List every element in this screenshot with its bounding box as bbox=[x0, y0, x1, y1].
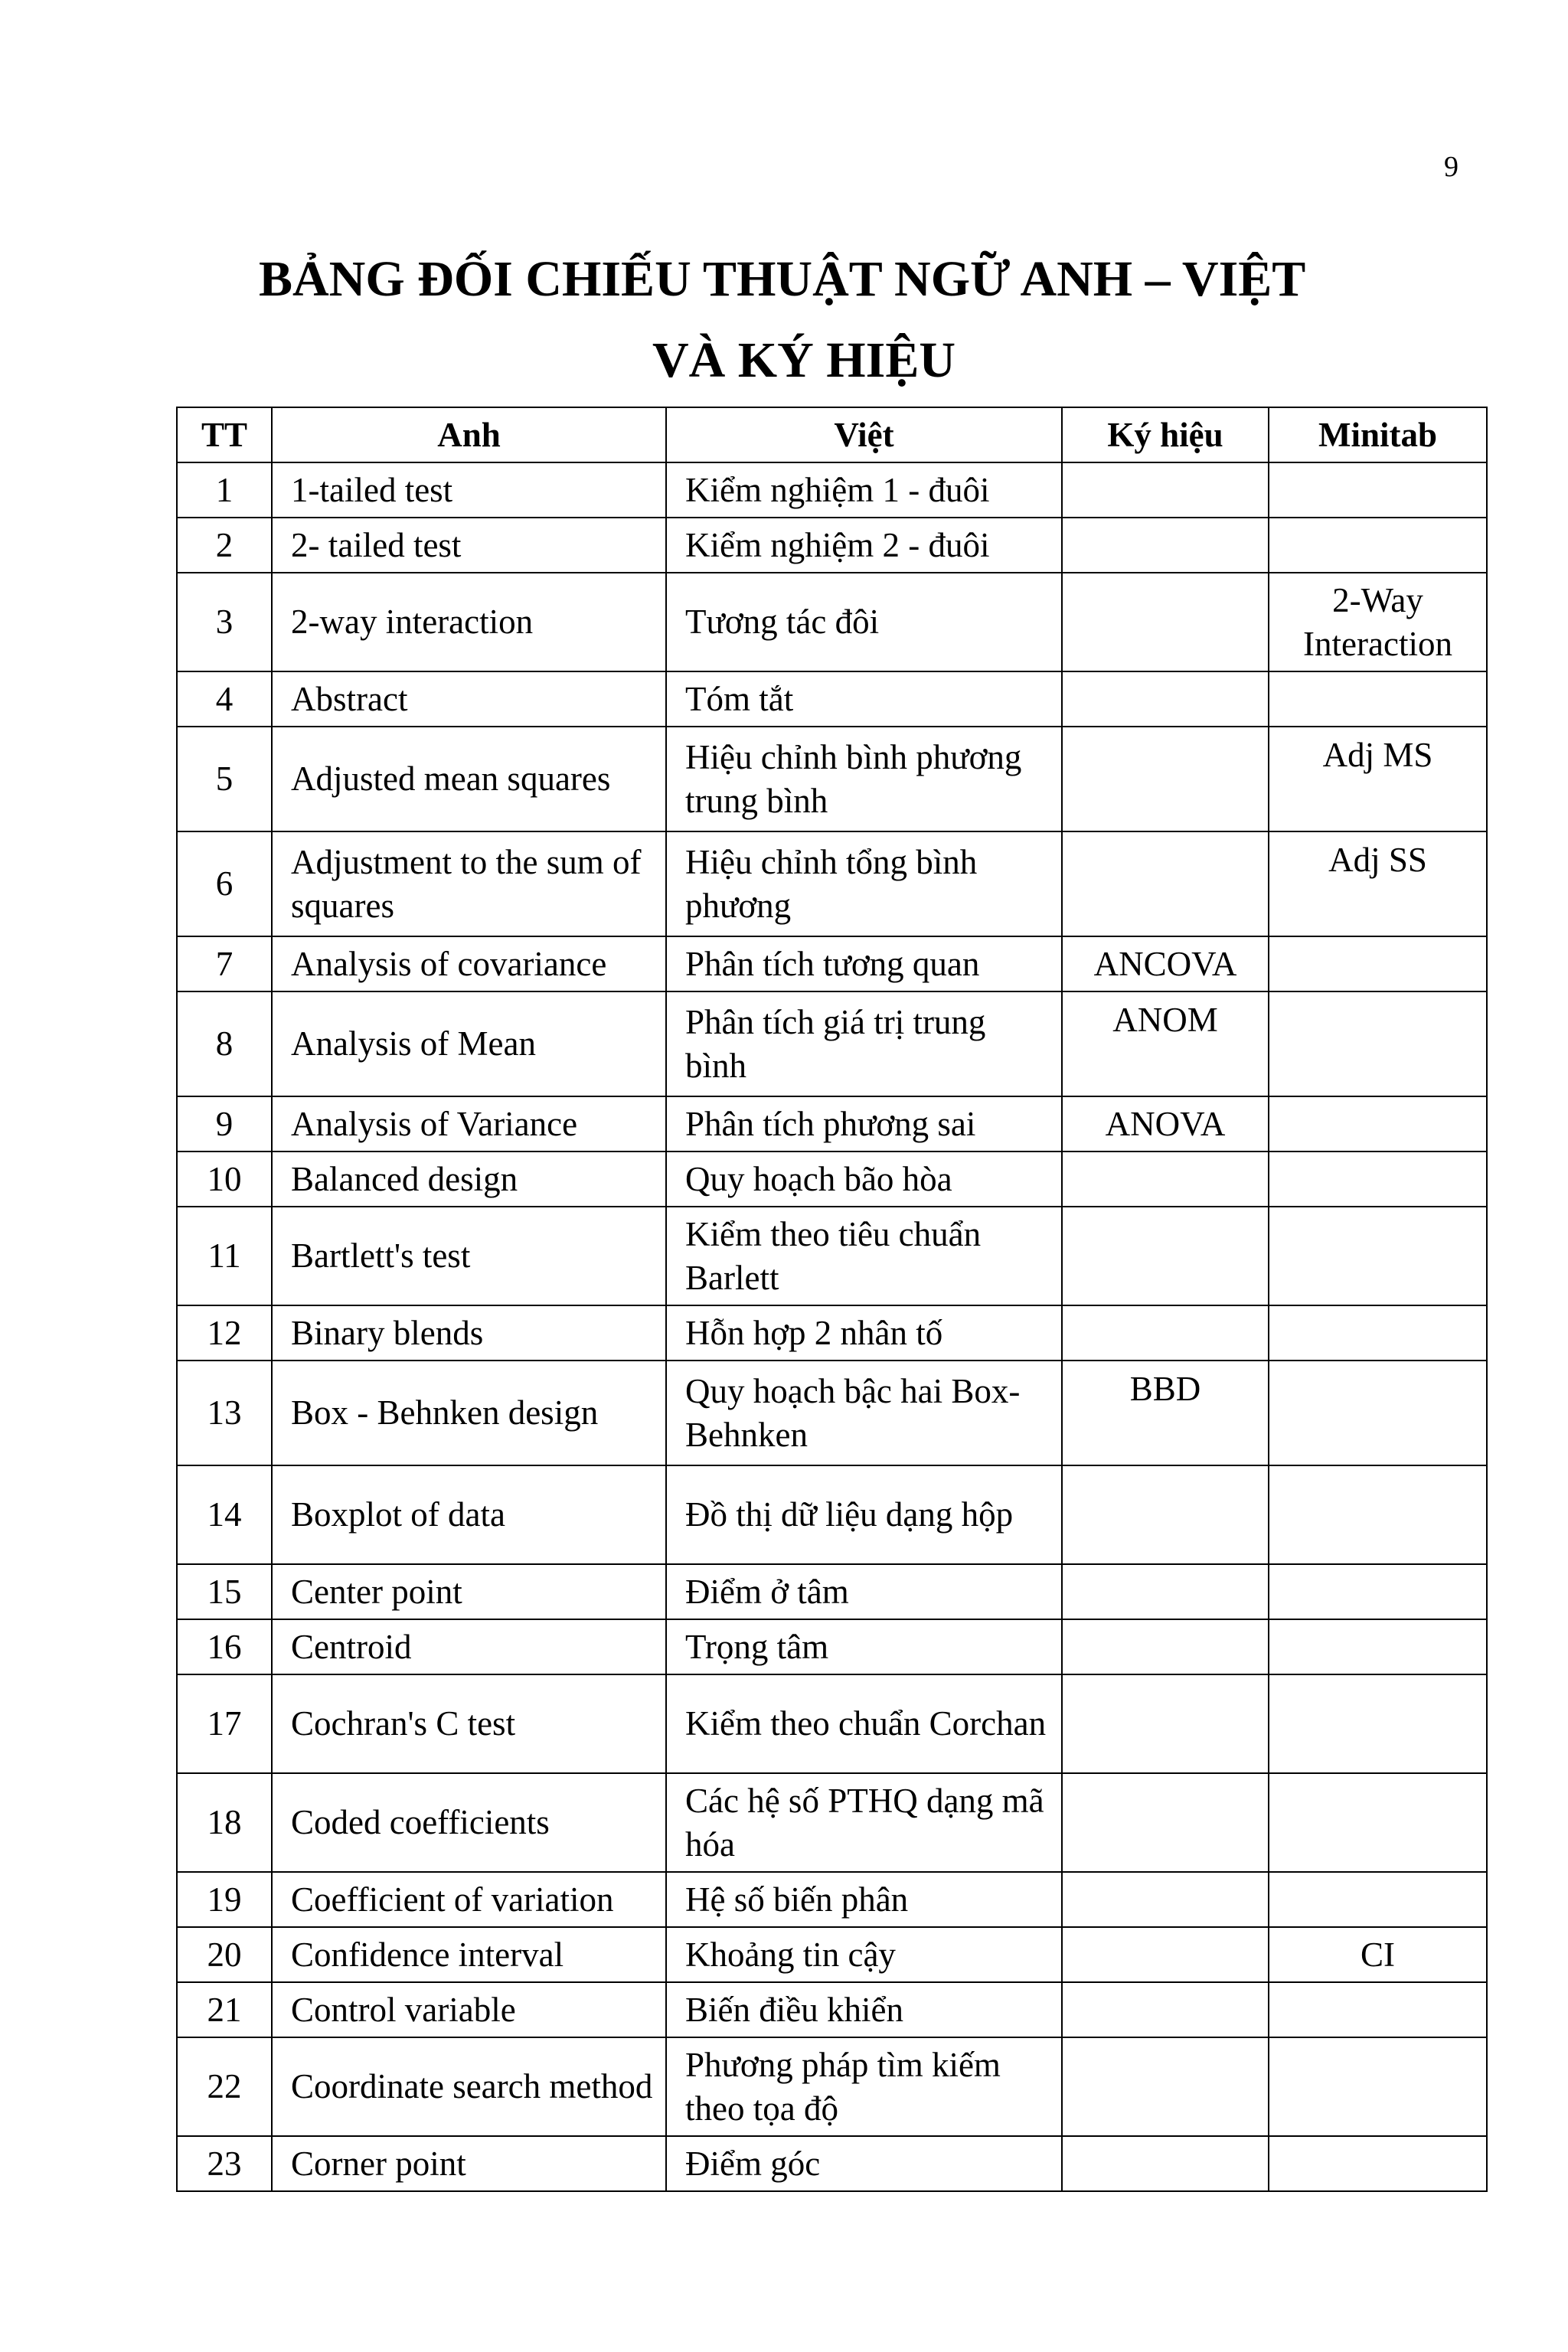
cell-symbol bbox=[1062, 1305, 1269, 1361]
cell-tt: 21 bbox=[177, 1982, 272, 2037]
cell-tt: 19 bbox=[177, 1872, 272, 1927]
cell-vietnamese: Hiệu chỉnh bình phương trung bình bbox=[666, 727, 1062, 831]
cell-tt: 2 bbox=[177, 518, 272, 573]
table-row bbox=[177, 1619, 1487, 1674]
cell-vietnamese: Hỗn hợp 2 nhân tố bbox=[666, 1305, 1062, 1361]
cell-minitab: CI bbox=[1269, 1927, 1487, 1982]
cell-minitab bbox=[1269, 936, 1487, 991]
cell-vietnamese: Khoảng tin cậy bbox=[666, 1927, 1062, 1982]
cell-minitab bbox=[1269, 1674, 1487, 1773]
cell-tt: 8 bbox=[177, 991, 272, 1096]
cell-vietnamese: Trọng tâm bbox=[666, 1619, 1062, 1674]
cell-minitab bbox=[1269, 1152, 1487, 1207]
table-row bbox=[177, 1927, 1487, 1982]
cell-vietnamese: Quy hoạch bão hòa bbox=[666, 1152, 1062, 1207]
cell-vietnamese: Các hệ số PTHQ dạng mã hóa bbox=[666, 1773, 1062, 1872]
cell-minitab bbox=[1269, 1982, 1487, 2037]
cell-minitab: Adj MS bbox=[1269, 727, 1487, 831]
cell-english: Balanced design bbox=[272, 1152, 666, 1207]
table-row bbox=[177, 462, 1487, 518]
cell-symbol bbox=[1062, 831, 1269, 936]
cell-english: Box - Behnken design bbox=[272, 1361, 666, 1465]
cell-symbol bbox=[1062, 1152, 1269, 1207]
cell-english: Confidence interval bbox=[272, 1927, 666, 1982]
cell-vietnamese: Điểm góc bbox=[666, 2136, 1062, 2191]
cell-english: Bartlett's test bbox=[272, 1207, 666, 1305]
table-row bbox=[177, 1152, 1487, 1207]
cell-symbol: ANCOVA bbox=[1062, 936, 1269, 991]
table-row bbox=[177, 1361, 1487, 1465]
cell-vietnamese: Kiểm theo tiêu chuẩn Barlett bbox=[666, 1207, 1062, 1305]
cell-minitab bbox=[1269, 2136, 1487, 2191]
cell-vietnamese: Biến điều khiển bbox=[666, 1982, 1062, 2037]
cell-symbol bbox=[1062, 2037, 1269, 2136]
cell-minitab: 2-Way Interaction bbox=[1269, 573, 1487, 671]
table-row bbox=[177, 2037, 1487, 2136]
cell-vietnamese: Quy hoạch bậc hai Box-Behnken bbox=[666, 1361, 1062, 1465]
cell-english: 2- tailed test bbox=[272, 518, 666, 573]
cell-english: Abstract bbox=[272, 671, 666, 727]
cell-english: Cochran's C test bbox=[272, 1674, 666, 1773]
cell-tt: 1 bbox=[177, 462, 272, 518]
header-english: Anh bbox=[272, 407, 666, 462]
header-vietnamese: Việt bbox=[666, 407, 1062, 462]
cell-symbol bbox=[1062, 518, 1269, 573]
cell-vietnamese: Tương tác đôi bbox=[666, 573, 1062, 671]
cell-english: Centroid bbox=[272, 1619, 666, 1674]
cell-english: Binary blends bbox=[272, 1305, 666, 1361]
table-row bbox=[177, 1773, 1487, 1872]
cell-minitab bbox=[1269, 1872, 1487, 1927]
cell-english: Center point bbox=[272, 1564, 666, 1619]
cell-english: Coded coefficients bbox=[272, 1773, 666, 1872]
cell-symbol bbox=[1062, 573, 1269, 671]
cell-symbol bbox=[1062, 462, 1269, 518]
cell-symbol bbox=[1062, 1674, 1269, 1773]
cell-minitab bbox=[1269, 1465, 1487, 1564]
cell-symbol bbox=[1062, 1982, 1269, 2037]
header-tt: TT bbox=[177, 407, 272, 462]
table-row bbox=[177, 518, 1487, 573]
cell-minitab bbox=[1269, 671, 1487, 727]
cell-english: Boxplot of data bbox=[272, 1465, 666, 1564]
table-row bbox=[177, 936, 1487, 991]
table-row bbox=[177, 1465, 1487, 1564]
cell-tt: 5 bbox=[177, 727, 272, 831]
cell-tt: 17 bbox=[177, 1674, 272, 1773]
cell-vietnamese: Tóm tắt bbox=[666, 671, 1062, 727]
cell-symbol bbox=[1062, 727, 1269, 831]
cell-english: Corner point bbox=[272, 2136, 666, 2191]
table-row bbox=[177, 1096, 1487, 1152]
cell-symbol: ANOM bbox=[1062, 991, 1269, 1096]
cell-vietnamese: Hệ số biến phân bbox=[666, 1872, 1062, 1927]
table-row bbox=[177, 1982, 1487, 2037]
cell-minitab bbox=[1269, 1619, 1487, 1674]
cell-tt: 23 bbox=[177, 2136, 272, 2191]
cell-vietnamese: Phân tích giá trị trung bình bbox=[666, 991, 1062, 1096]
cell-tt: 22 bbox=[177, 2037, 272, 2136]
cell-english: 2-way interaction bbox=[272, 573, 666, 671]
table-row bbox=[177, 671, 1487, 727]
cell-tt: 20 bbox=[177, 1927, 272, 1982]
table-row bbox=[177, 831, 1487, 936]
cell-vietnamese: Điểm ở tâm bbox=[666, 1564, 1062, 1619]
cell-tt: 10 bbox=[177, 1152, 272, 1207]
table-row bbox=[177, 727, 1487, 831]
cell-tt: 9 bbox=[177, 1096, 272, 1152]
cell-symbol bbox=[1062, 1465, 1269, 1564]
cell-vietnamese: Kiểm nghiệm 1 - đuôi bbox=[666, 462, 1062, 518]
cell-tt: 7 bbox=[177, 936, 272, 991]
cell-english: Control variable bbox=[272, 1982, 666, 2037]
cell-tt: 11 bbox=[177, 1207, 272, 1305]
page-title-line-1: BẢNG ĐỐI CHIẾU THUẬT NGỮ ANH – VIỆT bbox=[259, 251, 1306, 307]
cell-symbol: BBD bbox=[1062, 1361, 1269, 1465]
cell-vietnamese: Phân tích tương quan bbox=[666, 936, 1062, 991]
cell-tt: 14 bbox=[177, 1465, 272, 1564]
cell-minitab bbox=[1269, 1361, 1487, 1465]
table-row bbox=[177, 1207, 1487, 1305]
table-row bbox=[177, 573, 1487, 671]
cell-tt: 18 bbox=[177, 1773, 272, 1872]
cell-vietnamese: Phân tích phương sai bbox=[666, 1096, 1062, 1152]
cell-english: Adjustment to the sum of squares bbox=[272, 831, 666, 936]
cell-english: Analysis of Mean bbox=[272, 991, 666, 1096]
page-number: 9 bbox=[1444, 151, 1459, 183]
table-header-row bbox=[177, 407, 1487, 462]
table-row bbox=[177, 991, 1487, 1096]
page-title-line-2: VÀ KÝ HIỆU bbox=[652, 332, 956, 388]
glossary-table bbox=[176, 407, 1488, 2192]
cell-minitab bbox=[1269, 1305, 1487, 1361]
cell-tt: 4 bbox=[177, 671, 272, 727]
cell-vietnamese: Đồ thị dữ liệu dạng hộp bbox=[666, 1465, 1062, 1564]
cell-tt: 13 bbox=[177, 1361, 272, 1465]
cell-minitab bbox=[1269, 1564, 1487, 1619]
cell-minitab bbox=[1269, 462, 1487, 518]
cell-tt: 3 bbox=[177, 573, 272, 671]
header-symbol: Ký hiệu bbox=[1062, 407, 1269, 462]
cell-minitab: Adj SS bbox=[1269, 831, 1487, 936]
cell-minitab bbox=[1269, 1207, 1487, 1305]
table-row bbox=[177, 1305, 1487, 1361]
cell-minitab bbox=[1269, 518, 1487, 573]
cell-english: Adjusted mean squares bbox=[272, 727, 666, 831]
cell-minitab bbox=[1269, 1773, 1487, 1872]
cell-symbol bbox=[1062, 1564, 1269, 1619]
cell-symbol bbox=[1062, 1872, 1269, 1927]
cell-symbol bbox=[1062, 1619, 1269, 1674]
cell-symbol bbox=[1062, 2136, 1269, 2191]
cell-tt: 12 bbox=[177, 1305, 272, 1361]
table-row bbox=[177, 2136, 1487, 2191]
cell-vietnamese: Hiệu chỉnh tổng bình phương bbox=[666, 831, 1062, 936]
cell-english: Coefficient of variation bbox=[272, 1872, 666, 1927]
cell-tt: 16 bbox=[177, 1619, 272, 1674]
cell-tt: 6 bbox=[177, 831, 272, 936]
cell-symbol bbox=[1062, 671, 1269, 727]
cell-vietnamese: Kiểm nghiệm 2 - đuôi bbox=[666, 518, 1062, 573]
cell-symbol bbox=[1062, 1927, 1269, 1982]
header-minitab: Minitab bbox=[1269, 407, 1487, 462]
cell-symbol bbox=[1062, 1773, 1269, 1872]
cell-symbol bbox=[1062, 1207, 1269, 1305]
table-row bbox=[177, 1564, 1487, 1619]
cell-minitab bbox=[1269, 2037, 1487, 2136]
cell-symbol: ANOVA bbox=[1062, 1096, 1269, 1152]
cell-english: 1-tailed test bbox=[272, 462, 666, 518]
table-row bbox=[177, 1674, 1487, 1773]
cell-english: Coordinate search method bbox=[272, 2037, 666, 2136]
table-row bbox=[177, 1872, 1487, 1927]
cell-vietnamese: Phương pháp tìm kiếm theo tọa độ bbox=[666, 2037, 1062, 2136]
cell-english: Analysis of Variance bbox=[272, 1096, 666, 1152]
cell-tt: 15 bbox=[177, 1564, 272, 1619]
cell-vietnamese: Kiểm theo chuẩn Corchan bbox=[666, 1674, 1062, 1773]
cell-english: Analysis of covariance bbox=[272, 936, 666, 991]
cell-minitab bbox=[1269, 991, 1487, 1096]
cell-minitab bbox=[1269, 1096, 1487, 1152]
